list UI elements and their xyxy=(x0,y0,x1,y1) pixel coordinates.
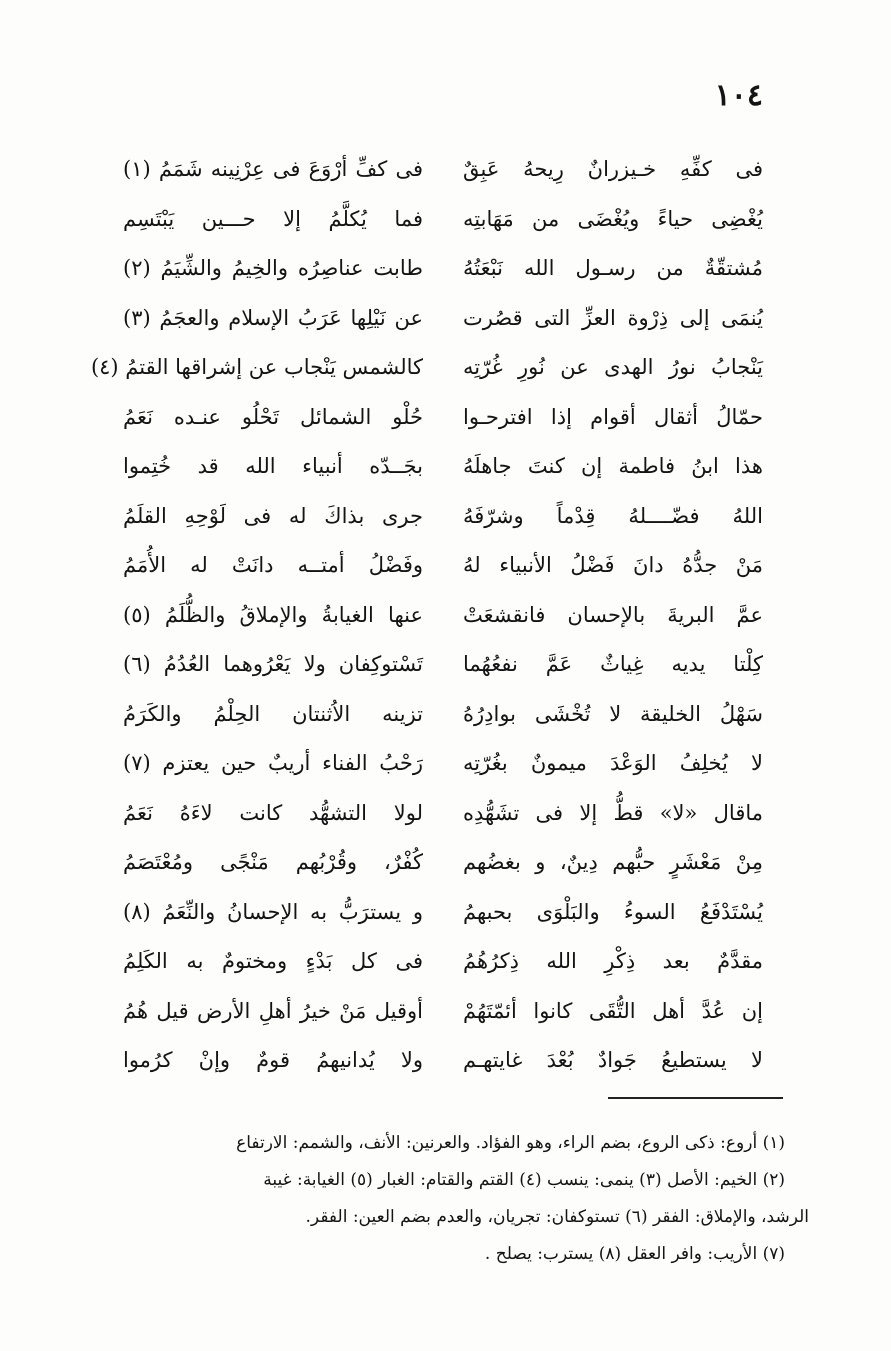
first-hemistich: سَهْلُ الخليقة لا تُخْشَى بوادِرُهُ xyxy=(463,701,763,726)
first-hemistich: لا يُخلِفُ الوَعْدَ ميمونٌ بغُرّتِه xyxy=(463,751,763,775)
footnotes xyxy=(85,1125,809,1273)
verse-line xyxy=(123,739,763,789)
second-hemistich: و يسترَبُّ به الإحسانُ والنِّعَمُ (٨) xyxy=(123,899,423,924)
verse-line xyxy=(123,442,763,492)
footnote-line: (٢) الخيم: الأصل (٣) ينمى: ينسب (٤) القتم والقتام: الغبار (٥) الغيابة: غيبة xyxy=(263,1170,785,1190)
first-hemistich: اللهُ فضّــــلهُ قِدْماً وشرّفَهُ xyxy=(463,503,763,528)
first-hemistich: عمَّ البريةَ بالإحسان فانقشعَتْ xyxy=(463,602,763,627)
verse-line xyxy=(123,244,763,294)
second-hemistich: حُلْو الشمائل تَحْلُو عنـده نَعَمُ xyxy=(123,404,423,429)
second-hemistich: تزينه الاُثنتان الحِلْمُ والكَرَمُ xyxy=(123,701,423,726)
second-hemistich: ولا يُدانيهمُ قومٌ وإنْ كرُموا xyxy=(123,1048,423,1072)
verse-line xyxy=(123,195,763,245)
second-hemistich: كُفْرٌ، وقُرْبُهم مَنْجًى ومُعْتَصَمُ xyxy=(123,850,423,874)
footnote-line: الرشد، والإملاق: الفقر (٦) تستوكفان: تجريان، والعدم بضم العين: الفقر. xyxy=(305,1207,809,1227)
first-hemistich: مَنْ جدُّهُ دانَ فَضْلُ الأنبياء لهُ xyxy=(463,553,763,577)
page-number: ١٠٤ xyxy=(714,78,763,113)
verse-line xyxy=(123,987,763,1037)
verse-line xyxy=(123,1036,763,1086)
second-hemistich: عنها الغيابةُ والإملاقُ والظُّلَمُ (٥) xyxy=(123,602,423,627)
verse-line xyxy=(123,640,763,690)
second-hemistich: تَسْتوكِفان ولا يَعْرُوهما العُدُمُ (٦) xyxy=(123,652,423,676)
second-hemistich: فى كل بَدْءٍ ومختومٌ به الكَلِمُ xyxy=(123,949,423,973)
first-hemistich: كِلْتا يديه غِياثٌ عَمَّ نفعُهُما xyxy=(463,652,763,676)
verse-line xyxy=(90,343,763,393)
second-hemistich: كالشمس يَنْجاب عن إشراقها القتمُ (٤) xyxy=(90,355,423,379)
verse-line xyxy=(123,393,763,443)
verse-line xyxy=(123,591,763,641)
verse-line xyxy=(123,789,763,839)
poem xyxy=(90,145,763,1086)
second-hemistich: لولا التشهُّد كانت لاءَهُ نَعَمُ xyxy=(123,800,423,825)
first-hemistich: لا يستطيعُ جَوادٌ بُعْدَ غايتهـم xyxy=(463,1048,763,1072)
footnote-separator xyxy=(608,1097,783,1099)
second-hemistich: فما يُكلَّمُ إلا حـــين يَبْتَسِم xyxy=(123,206,423,231)
verse-line xyxy=(123,145,763,195)
verse-line xyxy=(123,294,763,344)
first-hemistich: يُغْضِى حياءً ويُغْضَى من مَهَابتِه xyxy=(463,206,763,231)
second-hemistich: وفَضْلُ أمتــه دانَتْ له الأُمَمُ xyxy=(123,553,423,577)
first-hemistich: إن عُدَّ أهل التُّقَى كانوا أئمّتَهُمْ xyxy=(463,998,763,1023)
first-hemistich: يُنمَى إلى ذِرْوة العزِّ التى قصُرت xyxy=(463,305,763,330)
verse-line xyxy=(123,541,763,591)
first-hemistich: فى كفِّهِ خـيزرانٌ رِيحهُ عَبِقٌ xyxy=(463,157,763,181)
first-hemistich: مِنْ مَعْشَرٍ حبُّهم دِينٌ، و بغضُهم xyxy=(463,850,763,874)
verse-line xyxy=(123,888,763,938)
second-hemistich: بجَــدّه أنبياء الله قد خُتِموا xyxy=(123,454,423,478)
first-hemistich: هذا ابنُ فاطمة إن كنتَ جاهلَهُ xyxy=(463,454,763,478)
verse-line xyxy=(123,937,763,987)
verse-line xyxy=(123,492,763,542)
first-hemistich: ماقال «لا» قطُّ إلا فى تشَهُّدِه xyxy=(463,800,763,825)
verse-line xyxy=(123,690,763,740)
second-hemistich: فى كفِّ أرْوَعَ فى عِرْنِينه شَمَمُ (١) xyxy=(123,157,423,181)
verse-line xyxy=(123,838,763,888)
first-hemistich: مُشتقّةٌ من رسـول الله نَبْعَتُهُ xyxy=(463,256,763,280)
footnote-line: (٧) الأريب: وافر العقل (٨) يسترب: يصلح . xyxy=(484,1244,785,1264)
footnote-line: (١) أروع: ذكى الروع، بضم الراء، وهو الفؤاد. والعرنين: الأنف، والشمم: الارتفاع xyxy=(236,1133,785,1153)
second-hemistich: عن نَيْلِها عَرَبُ الإسلام والعجَمُ (٣) xyxy=(123,305,423,330)
second-hemistich: جرى بذاكَ له فى لَوْحِهِ القلَمُ xyxy=(123,503,423,528)
second-hemistich: أوقيل مَنْ خيرُ أهلِ الأرض قيل هُمُ xyxy=(123,998,423,1023)
second-hemistich: طابت عناصِرُه والخِيمُ والشِّيَمُ (٢) xyxy=(123,256,423,280)
second-hemistich: رَحْبُ الفناء أريبٌ حين يعتزم (٧) xyxy=(123,751,423,775)
first-hemistich: يَنْجابُ نورُ الهدى عن نُورِ غُرّتِه xyxy=(463,355,763,379)
first-hemistich: حمّالُ أثقال أقوام إذا افترحـوا xyxy=(463,404,763,429)
first-hemistich: مقدَّمٌ بعد ذِكْرِ الله ذِكرُهُمُ xyxy=(463,949,763,973)
first-hemistich: يُسْتَدْفَعُ السوءُ والبَلْوَى بحبهمُ xyxy=(463,899,763,924)
